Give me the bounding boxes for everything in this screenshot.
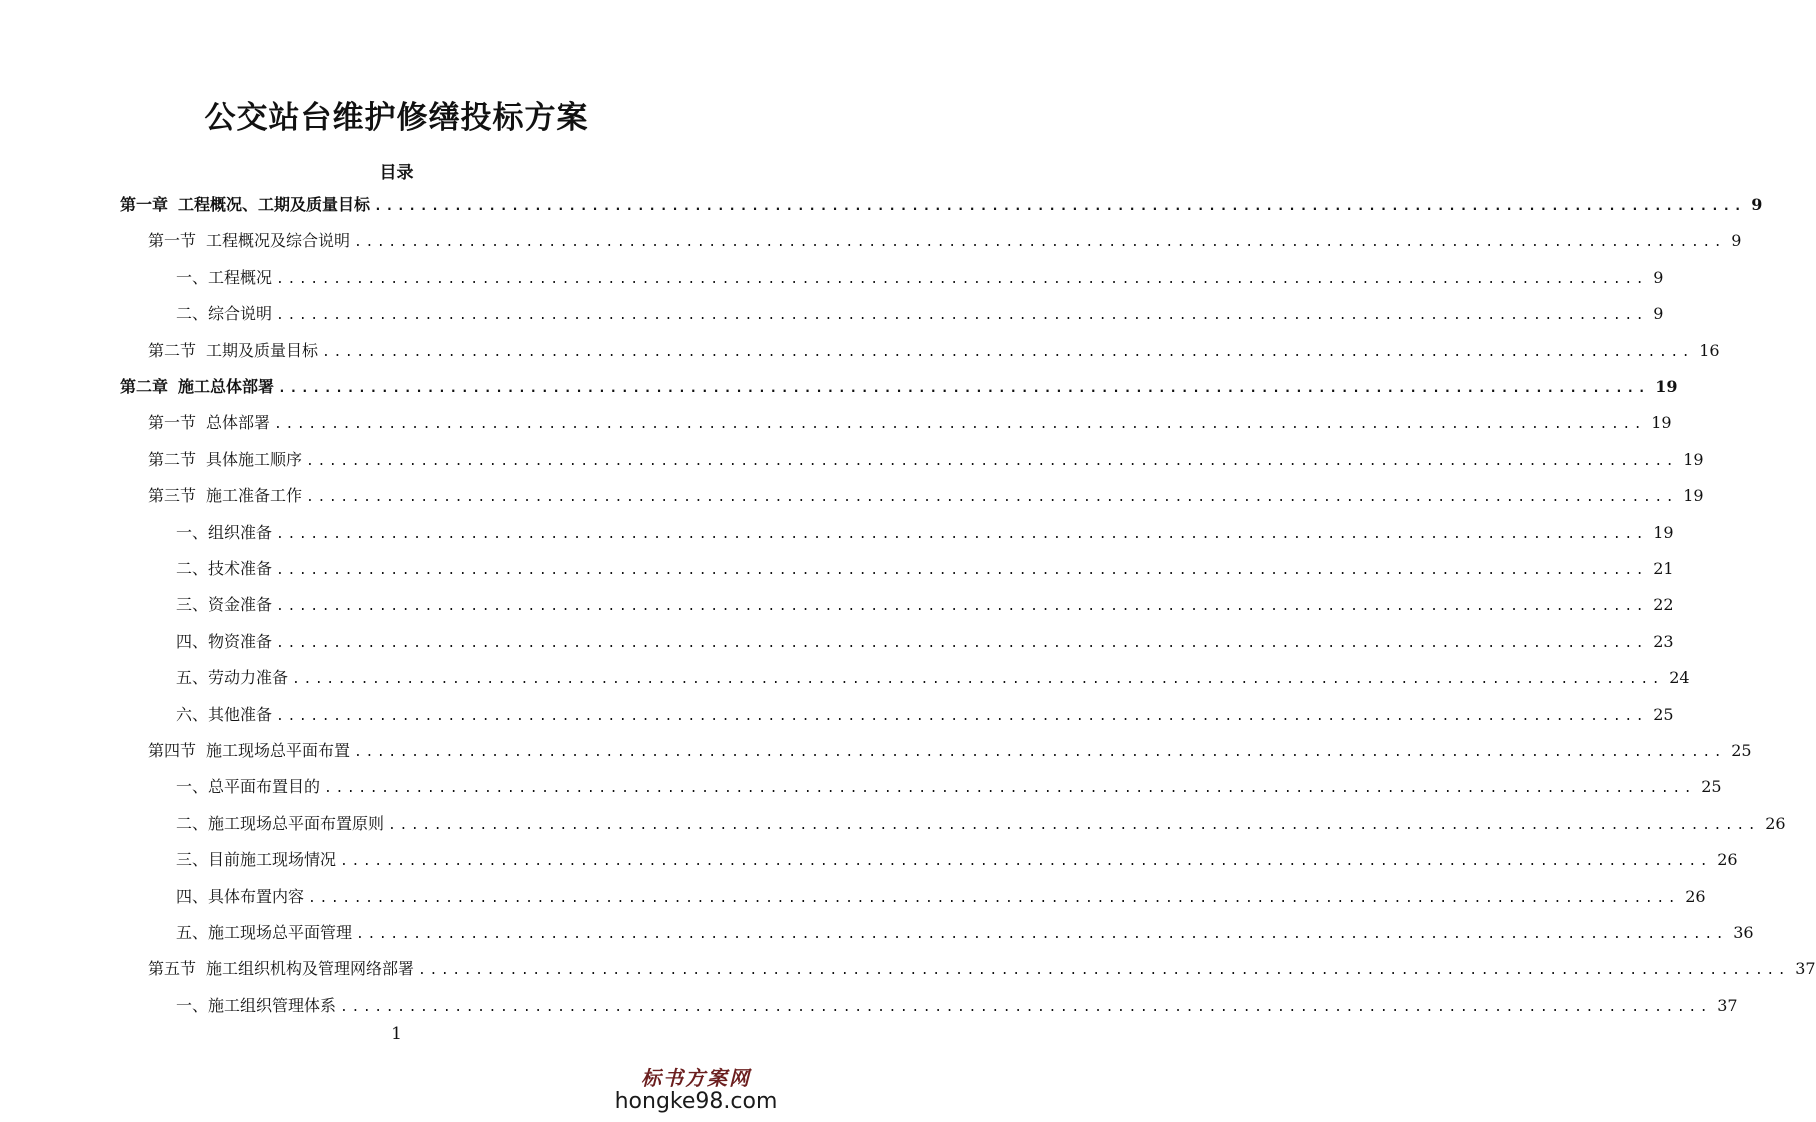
toc-entry-title: 四、具体布置内容 <box>176 886 305 906</box>
toc-entry-page: 23 <box>1653 631 1674 651</box>
toc-entry-title: 工程概况、工期及质量目标 <box>178 195 371 214</box>
toc-entry[interactable] <box>148 445 1704 475</box>
toc-leader-dots: ........................................................................................................................ <box>276 635 1648 651</box>
toc-entry-title: 一、总平面布置目的 <box>176 777 321 797</box>
toc-entry-page: 19 <box>1683 486 1704 506</box>
toc-entry[interactable] <box>148 481 1704 511</box>
toc-entry-title: 二、施工现场总平面布置原则 <box>176 813 385 833</box>
toc-entry-title: 五、劳动力准备 <box>176 668 289 688</box>
toc-entry-title: 三、资金准备 <box>176 595 273 615</box>
toc-entry[interactable] <box>176 918 1754 948</box>
toc-entry[interactable] <box>176 263 1664 293</box>
toc-entry-page: 19 <box>1655 377 1678 396</box>
toc-entry-page: 9 <box>1653 304 1664 324</box>
toc-entry[interactable] <box>176 518 1674 548</box>
toc-entry-title: 一、组织准备 <box>176 522 273 542</box>
toc-entry-page: 9 <box>1751 195 1763 214</box>
document-title: 公交站台维护修缮投标方案 <box>204 100 589 136</box>
toc-leader-dots: ........................................................................................................................ <box>340 854 1712 870</box>
toc-entry-page: 37 <box>1795 959 1816 979</box>
toc-entry-page: 22 <box>1653 595 1674 615</box>
toc-entry[interactable] <box>176 299 1664 329</box>
toc-entry[interactable] <box>176 882 1706 912</box>
toc-entry-page: 25 <box>1731 741 1752 760</box>
toc-entry-number: 第二节 <box>148 340 197 360</box>
toc-entry-title: 二、综合说明 <box>176 304 273 324</box>
toc-entry-page: 9 <box>1731 231 1742 251</box>
watermark-logo <box>611 1062 781 1114</box>
toc-entry-title: 总体部署 <box>206 413 271 433</box>
toc-leader-dots: ........................................................................................................................ <box>322 344 1694 360</box>
toc-leader-dots: ........................................................................................................................ <box>276 271 1648 287</box>
toc-entry[interactable] <box>176 772 1722 802</box>
toc-entry-page: 25 <box>1653 704 1674 724</box>
toc-entry-title: 工程概况及综合说明 <box>206 231 351 251</box>
toc-entry[interactable] <box>176 554 1674 584</box>
toc-entry-title: 五、施工现场总平面管理 <box>176 923 353 942</box>
toc-entry-number: 第二节 <box>148 449 197 469</box>
toc-entry[interactable] <box>148 336 1720 366</box>
toc-leader-dots: ........................................................................................................................ <box>354 745 1726 760</box>
toc-entry[interactable] <box>148 226 1742 256</box>
toc-leader-dots: ........................................................................................................................ <box>418 963 1790 979</box>
toc-entry[interactable] <box>176 700 1674 730</box>
toc-entry-page: 19 <box>1653 522 1674 542</box>
toc-entry-page: 26 <box>1717 850 1738 870</box>
toc-leader-dots: ........................................................................................................................ <box>276 308 1648 324</box>
toc-entry-page: 21 <box>1653 559 1674 578</box>
toc-entry-title: 施工现场总平面布置 <box>206 741 351 760</box>
toc-entry-page: 16 <box>1699 340 1720 360</box>
toc-entry-title: 施工总体部署 <box>178 377 275 396</box>
toc-leader-dots: ........................................................................................................................ <box>388 817 1760 833</box>
toc-entry-title: 具体施工顺序 <box>206 449 303 469</box>
toc-entry-page: 19 <box>1683 449 1704 469</box>
toc-entry-number: 第四节 <box>148 741 197 760</box>
toc-leader-dots: ........................................................................................................................ <box>276 526 1648 542</box>
toc-entry[interactable] <box>148 736 1752 766</box>
toc-entry[interactable] <box>148 954 1816 984</box>
toc-entry[interactable] <box>176 845 1738 875</box>
toc-entry-number: 第三节 <box>148 486 197 506</box>
toc-entry-title: 六、其他准备 <box>176 704 273 724</box>
toc-leader-dots: ........................................................................................................................ <box>278 381 1650 396</box>
toc-leader-dots: ........................................................................................................................ <box>324 781 1696 797</box>
toc-entry[interactable] <box>120 372 1678 402</box>
toc-leader-dots: ........................................................................................................................ <box>306 453 1678 469</box>
page-number: 1 <box>391 1024 402 1044</box>
toc-entry-number: 第一节 <box>148 413 197 433</box>
toc-entry-page: 36 <box>1733 923 1754 942</box>
toc-leader-dots: ........................................................................................................................ <box>306 490 1678 506</box>
toc-entry-title: 一、工程概况 <box>176 267 273 287</box>
toc-entry-title: 工期及质量目标 <box>206 340 319 360</box>
toc-entry-title: 四、物资准备 <box>176 631 273 651</box>
toc-entry-number: 第一章 <box>120 195 169 214</box>
toc-leader-dots: ........................................................................................................................ <box>276 708 1648 724</box>
watermark-url: hongke98.com <box>614 1089 778 1114</box>
toc-entry-title: 二、技术准备 <box>176 559 273 578</box>
toc-leader-dots: ........................................................................................................................ <box>374 199 1746 214</box>
toc-entry[interactable] <box>176 663 1690 693</box>
toc-entry-page: 26 <box>1685 886 1706 906</box>
toc-entry-title: 一、施工组织管理体系 <box>176 995 337 1015</box>
toc-entry-page: 26 <box>1765 813 1786 833</box>
toc-entry-title: 三、目前施工现场情况 <box>176 850 337 870</box>
toc-leader-dots: ........................................................................................................................ <box>274 417 1646 433</box>
toc-entry-number: 第五节 <box>148 959 197 979</box>
toc-heading: 目录 <box>379 163 414 183</box>
toc-entry-title: 施工准备工作 <box>206 486 303 506</box>
watermark-name: 标书方案网 <box>641 1066 751 1090</box>
toc-leader-dots: ........................................................................................................................ <box>308 890 1680 906</box>
toc-entry-number: 第二章 <box>120 377 169 396</box>
toc-entry-title: 施工组织机构及管理网络部署 <box>206 959 415 979</box>
toc-entry-page: 19 <box>1651 413 1672 433</box>
toc-leader-dots: ........................................................................................................................ <box>356 927 1728 942</box>
toc-entry-number: 第一节 <box>148 231 197 251</box>
toc-entry-page: 9 <box>1653 267 1664 287</box>
toc-entry-page: 24 <box>1669 668 1690 688</box>
toc-entry[interactable] <box>120 190 1763 220</box>
toc-entry[interactable] <box>176 590 1674 620</box>
toc-leader-dots: ........................................................................................................................ <box>292 672 1664 688</box>
toc-entry[interactable] <box>148 408 1672 438</box>
toc-entry[interactable] <box>176 627 1674 657</box>
toc-entry[interactable] <box>176 809 1786 839</box>
toc-leader-dots: ........................................................................................................................ <box>340 999 1712 1015</box>
toc-leader-dots: ........................................................................................................................ <box>276 599 1648 615</box>
toc-entry[interactable] <box>176 991 1738 1021</box>
toc-leader-dots: ........................................................................................................................ <box>276 563 1648 578</box>
toc-entry-page: 37 <box>1717 995 1738 1015</box>
toc-entry-page: 25 <box>1701 777 1722 797</box>
toc-leader-dots: ........................................................................................................................ <box>354 235 1726 251</box>
